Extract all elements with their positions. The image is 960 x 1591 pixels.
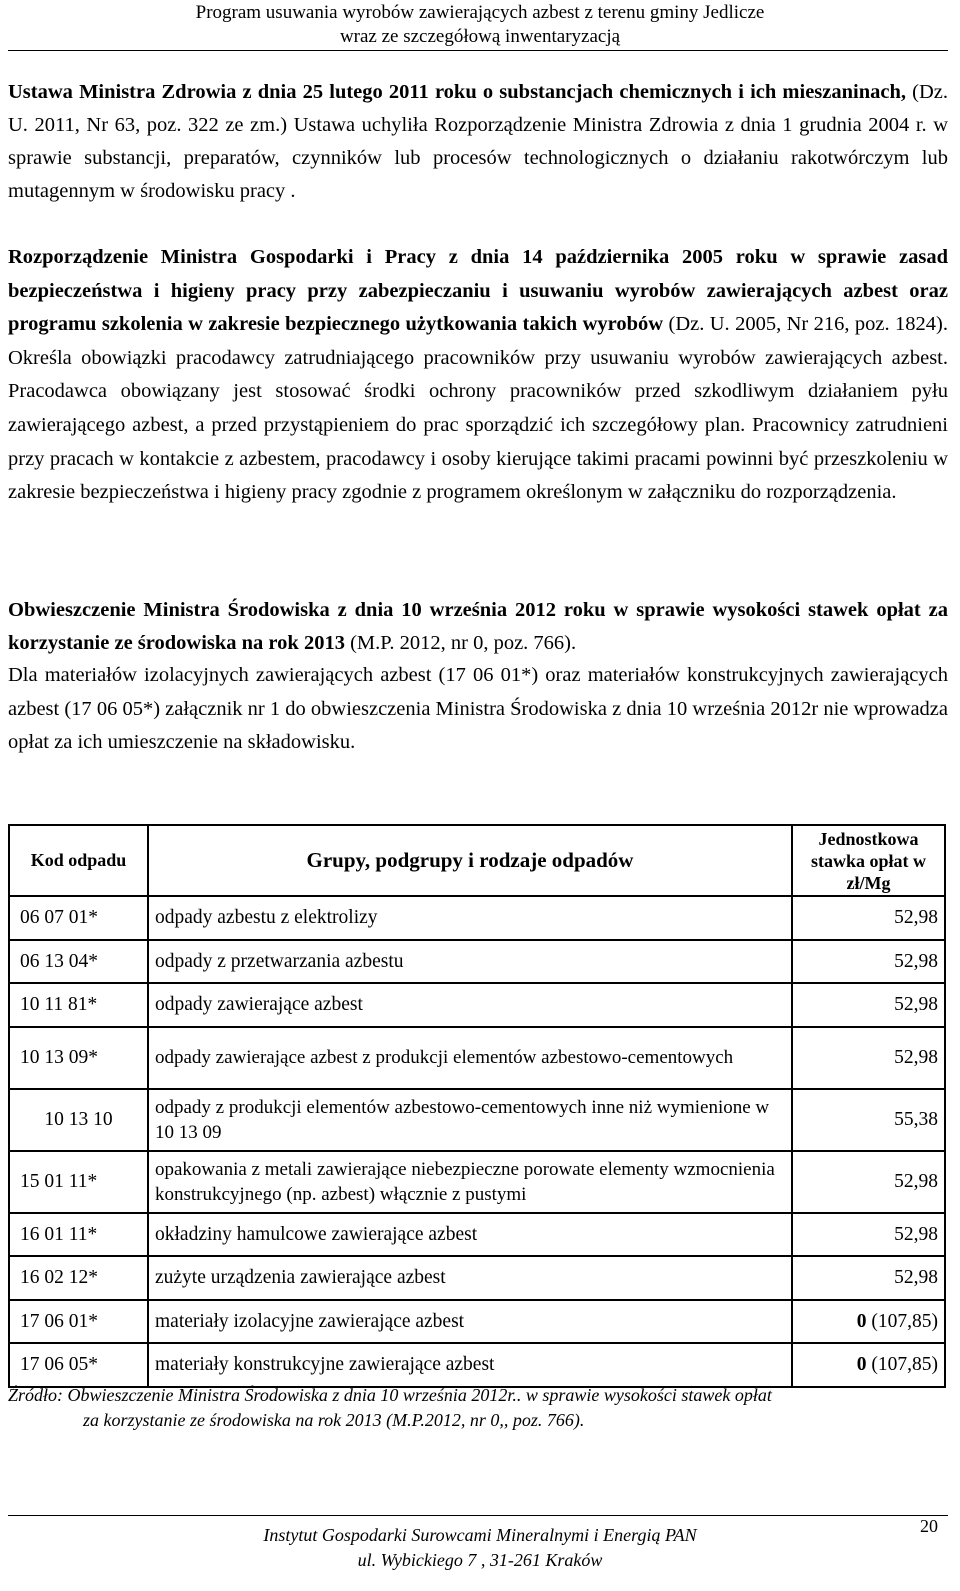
waste-name: odpady azbestu z elektrolizy (148, 896, 792, 940)
waste-code: 16 01 11* (9, 1213, 148, 1257)
paragraph-materials-note: Dla materiałów izolacyjnych zawierających azbest (17 06 01*) oraz materiałów konstrukcyjnych zawierających azbest (17 06 05*) załącznik nr 1 do obwieszczenia Ministra Środowiska z dnia 10 września 2012r nie wprowadza opłat za ich umieszczenie na składowisku. (8, 664, 948, 753)
waste-code: 17 06 05* (9, 1343, 148, 1387)
waste-code: 16 02 12* (9, 1256, 148, 1300)
waste-name: odpady zawierające azbest (148, 983, 792, 1027)
waste-name: okładziny hamulcowe zawierające azbest (148, 1213, 792, 1257)
table-row (9, 1256, 945, 1300)
waste-rate (792, 1343, 945, 1387)
table-row (9, 1300, 945, 1344)
waste-rate-value: 0 (856, 1310, 867, 1332)
paragraph-obwieszczenie (8, 594, 948, 660)
waste-name: opakowania z metali zawierające niebezpieczne porowate elementy wzmocnienia konstrukcyjnego (np. azbest) włącznie z pustymi (148, 1151, 792, 1213)
header-line-2: wraz ze szczegółową inwentaryzacją (339, 26, 621, 47)
waste-name: odpady zawierające azbest z produkcji elementów azbestowo-cementowych (148, 1027, 792, 1089)
table-row (9, 940, 945, 984)
waste-rate-value: 0 (856, 1354, 867, 1376)
table-row (9, 1151, 945, 1213)
footer-line-2: ul. Wybickiego 7 , 31-261 Kraków (357, 1550, 603, 1570)
header-line-1: Program usuwania wyrobów zawierających azbest z terenu gminy Jedlicze (195, 2, 765, 23)
footer-line-1: Instytut Gospodarki Surowcami Mineralnymi i Energią PAN (263, 1525, 697, 1545)
waste-code: 10 11 81* (9, 983, 148, 1027)
waste-code: 17 06 01* (9, 1300, 148, 1344)
header-name: Grupy, podgrupy i rodzaje odpadów (148, 825, 792, 896)
table-row (9, 896, 945, 940)
table-row (9, 1027, 945, 1089)
paragraph-obwieszczenie-title: Obwieszczenie Ministra Środowiska z dnia 10 września 2012 roku w sprawie wysokości stawek opłat za korzystanie ze środowiska na rok 2013 (8, 599, 948, 654)
table-row (9, 1213, 945, 1257)
table-row (9, 983, 945, 1027)
waste-rate: 52,98 (792, 1213, 945, 1257)
waste-rate (792, 1300, 945, 1344)
waste-name: materiały izolacyjne zawierające azbest (148, 1300, 792, 1344)
waste-rate-note: (107,85) (866, 1354, 938, 1376)
waste-fee-table (8, 824, 946, 1388)
paragraph-ustawa-text: (Dz. U. 2011, Nr 63, poz. 322 ze zm.) Ustawa uchyliła Rozporządzenie Ministra Zdrowia z dnia 1 grudnia 2004 r. w sprawie substancji, preparatów, czynników lub procesów technologicznych o działaniu rakotwórczym lub mutagennym w środowisku pracy . (8, 81, 949, 202)
waste-code: 15 01 11* (9, 1151, 148, 1213)
waste-rate: 52,98 (792, 1027, 945, 1089)
table-row (9, 1343, 945, 1387)
waste-rate: 52,98 (792, 1256, 945, 1300)
footer-divider (8, 1515, 948, 1516)
waste-rate-note: (107,85) (866, 1310, 938, 1332)
source-line-1: Źródło: Obwieszczenie Ministra Środowiska z dnia 10 września 2012r.. w sprawie wysokości stawek opłat (8, 1385, 772, 1405)
waste-rate: 52,98 (792, 983, 945, 1027)
waste-rate: 55,38 (792, 1089, 945, 1151)
waste-name: zużyte urządzenia zawierające azbest (148, 1256, 792, 1300)
waste-code: 10 13 09* (9, 1027, 148, 1089)
waste-rate: 52,98 (792, 1151, 945, 1213)
table-row (9, 1089, 945, 1151)
waste-name: odpady z produkcji elementów azbestowo-cementowych inne niż wymienione w 10 13 09 (148, 1089, 792, 1151)
waste-rate: 52,98 (792, 940, 945, 984)
page-footer (0, 1523, 960, 1573)
page-header (0, 0, 960, 49)
table-source (8, 1383, 948, 1433)
waste-rate: 52,98 (792, 896, 945, 940)
paragraph-rozporzadzenie-text: (Dz. U. 2005, Nr 216, poz. 1824). Określa obowiązki pracodawcy zatrudniającego pracowników przy usuwaniu wyrobów zawierających azbest. Pracodawca obowiązany jest stosować środki ochrony pracowników przed szkodliwym działaniem pyłu zawierającego azbest, a przed przystąpieniem do prac sporządzić ich szczegółowy plan. Pracownicy zatrudnieni przy pracach w kontakcie z azbestem, pracodawcy i osoby kierujące takimi pracami powinni być przeszkoleniu w zakresie bezpieczeństwa i higieny pracy zgodnie z programem określonym w załączniku do rozporządzenia. (8, 313, 949, 504)
page-number: 20 (920, 1516, 938, 1536)
header-code: Kod odpadu (9, 825, 148, 896)
table-header-row (9, 825, 945, 896)
header-rate: Jednostkowa stawka opłat w zł/Mg (792, 825, 945, 896)
header-divider (8, 50, 948, 51)
waste-code: 10 13 10 (9, 1089, 148, 1151)
waste-code: 06 07 01* (9, 896, 148, 940)
source-line-2: za korzystanie ze środowiska na rok 2013 (M.P.2012, nr 0,, poz. 766). (83, 1410, 585, 1430)
waste-name: odpady z przetwarzania azbestu (148, 940, 792, 984)
waste-code: 06 13 04* (9, 940, 148, 984)
paragraph-ustawa (8, 76, 948, 208)
paragraph-ustawa-title: Ustawa Ministra Zdrowia z dnia 25 lutego 2011 roku o substancjach chemicznych i ich mieszaninach, (8, 81, 906, 103)
paragraph-rozporzadzenie-title: Rozporządzenie Ministra Gospodarki i Pracy z dnia 14 października 2005 roku w sprawie zasad bezpieczeństwa i higieny pracy przy zabezpieczaniu i usuwaniu wyrobów zawierających azbest oraz programu szkolenia w zakresie bezpiecznego użytkowania takich wyrobów (8, 246, 948, 336)
paragraph-rozporzadzenie (8, 241, 948, 510)
paragraph-obwieszczenie-ref: (M.P. 2012, nr 0, poz. 766). (344, 632, 577, 654)
waste-name: materiały konstrukcyjne zawierające azbest (148, 1343, 792, 1387)
